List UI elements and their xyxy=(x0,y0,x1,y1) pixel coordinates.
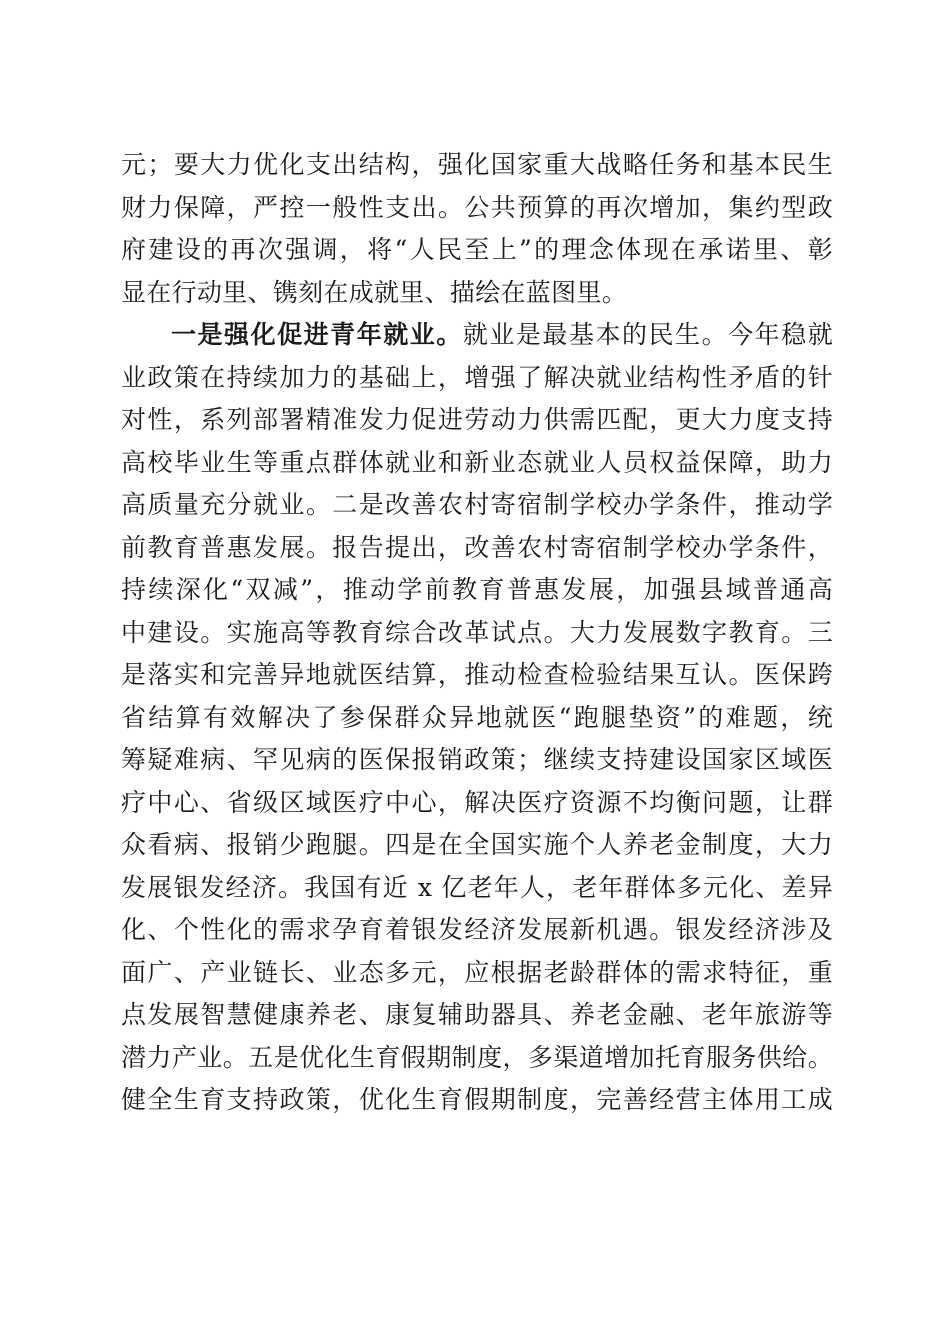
text-line-7: 对性，系列部署精准发力促进劳动力供需匹配，更大力度支持 xyxy=(121,405,833,434)
text-line-4: 显在行动里、镌刻在成就里、描绘在蓝图里。 xyxy=(121,277,628,307)
text-line-8: 高校毕业生等重点群体就业和新业态就业人员权益保障，助力 xyxy=(121,447,833,477)
text-line-14: 省结算有效解决了参保群众异地就医“跑腿垫资”的难题，统 xyxy=(121,702,833,732)
text-line-9: 高质量充分就业。二是改善农村寄宿制学校办学条件，推动学 xyxy=(121,490,833,519)
text-line-18: 发展银发经济。我国有近 x 亿老年人，老年群体多元化、差异 xyxy=(121,872,833,902)
text-line-13: 是落实和完善异地就医结算，推动检查检验结果互认。医保跨 xyxy=(121,660,833,689)
text-line-20: 面广、产业链长、业态多元，应根据老龄群体的需求特征，重 xyxy=(121,957,833,987)
text-line-6: 业政策在持续加力的基础上，增强了解决就业结构性矛盾的针 xyxy=(121,362,833,392)
text-line-19: 化、个性化的需求孕育着银发经济发展新机遇。银发经济涉及 xyxy=(121,915,833,944)
text-line-12: 中建设。实施高等教育综合改革试点。大力发展数字教育。三 xyxy=(121,617,833,647)
text-line-22: 潜力产业。五是优化生育假期制度，多渠道增加托育服务供给。 xyxy=(121,1042,833,1072)
text-line-21: 点发展智慧健康养老、康复辅助器具、养老金融、老年旅游等 xyxy=(121,1000,833,1029)
text-line-16: 疗中心、省级区域医疗中心，解决医疗资源不均衡问题，让群 xyxy=(121,787,833,817)
text-line-1: 元；要大力优化支出结构，强化国家重大战略任务和基本民生 xyxy=(121,150,833,179)
body-text xyxy=(121,144,833,1122)
paragraph-first-line xyxy=(121,314,833,357)
text-line-5: 就业是最基本的民生。今年稳就 xyxy=(462,320,833,349)
text-line-2: 财力保障，严控一般性支出。公共预算的再次增加，集约型政 xyxy=(121,192,833,222)
text-line-10: 前教育普惠发展。报告提出，改善农村寄宿制学校办学条件， xyxy=(121,532,833,562)
text-line-17: 众看病、报销少跑腿。四是在全国实施个人养老金制度，大力 xyxy=(121,830,833,859)
text-line-3: 府建设的再次强调，将“人民至上”的理念体现在承诺里、彰 xyxy=(121,235,833,264)
text-line-15: 筹疑难病、罕见病的医保报销政策；继续支持建设国家区域医 xyxy=(121,745,833,774)
section-heading: 一是强化促进青年就业。 xyxy=(171,320,463,349)
text-line-11: 持续深化“双减”，推动学前教育普惠发展，加强县域普通高 xyxy=(121,575,833,604)
text-line-23: 健全生育支持政策，优化生育假期制度，完善经营主体用工成 xyxy=(121,1085,833,1114)
